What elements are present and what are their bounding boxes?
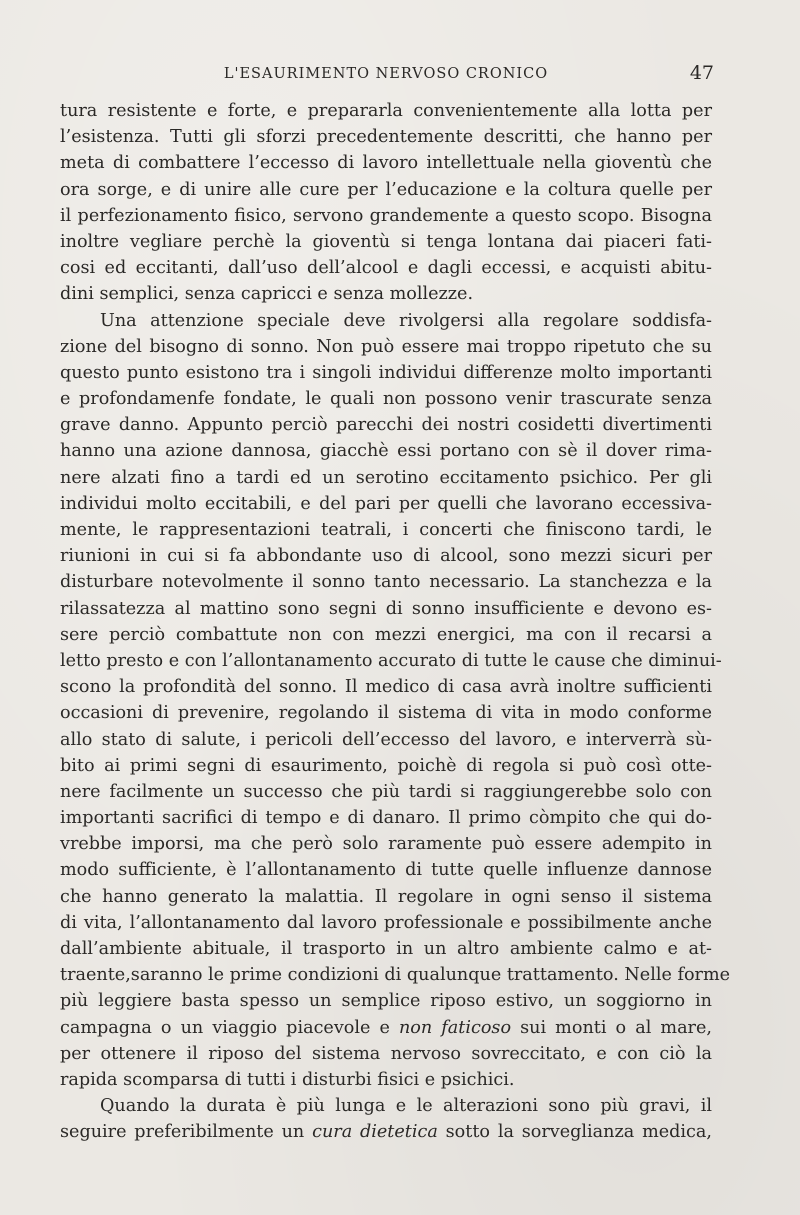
text-line: Una attenzione speciale deve rivolgersi alla regolare soddisfa-: [100, 310, 712, 331]
text-line: che hanno generato la malattia. Il regolare in ogni senso il sistema: [60, 886, 712, 907]
text-segment: campagna o un viaggio piacevole e: [60, 1017, 399, 1038]
text-line: riunioni in cui si fa abbondante uso di alcool, sono mezzi sicuri per: [60, 546, 712, 567]
text-line: tura resistente e forte, e prepararla convenientemente alla lotta per: [60, 101, 712, 121]
running-header: [60, 62, 712, 86]
text-line: e profondamenfe fondate, le quali non possono venir trascurate senza: [60, 389, 712, 410]
text-line: questo punto esistono tra i singoli individui differenze molto importanti: [60, 362, 712, 383]
text-segment: sui monti o al mare,: [511, 1017, 712, 1038]
text-line: sere perciò combattute non con mezzi energici, ma con il recarsi a: [60, 624, 712, 645]
text-line: occasioni di prevenire, regolando il sistema di vita in modo conforme: [60, 703, 712, 724]
italic-phrase: non faticoso: [398, 1017, 512, 1038]
text-line: zione del bisogno di sonno. Non può essere mai troppo ripetuto che su: [60, 336, 712, 357]
text-line: grave danno. Appunto perciò parecchi dei nostri cosidetti divertimenti: [60, 415, 712, 436]
text-line: nere facilmente un successo che più tardi si raggiungerebbe solo con: [60, 781, 712, 802]
text-line: inoltre vegliare perchè la gioventù si tenga lontana dai piaceri fati-: [60, 231, 712, 252]
text-line: di vita, l’allontanamento dal lavoro professionale e possibilmente anche: [60, 912, 712, 933]
text-line: hanno una azione dannosa, giacchè essi portano con sè il dover rima-: [60, 441, 712, 462]
text-line: cosi ed eccitanti, dall’uso dell’alcool e dagli eccessi, e acquisti abitu-: [60, 258, 712, 279]
text-line: rilassatezza al mattino sono segni di sonno insufficiente e devono es-: [60, 598, 712, 619]
text-line: dini semplici, senza capricci e senza mollezze.: [60, 284, 474, 305]
text-line: Quando la durata è più lunga e le alterazioni sono più gravi, il: [100, 1096, 712, 1117]
text-line: scono la profondità del sonno. Il medico di casa avrà inoltre sufficienti: [60, 677, 712, 698]
text-line: traente,saranno le prime condizioni di qualunque trattamento. Nelle forme: [60, 965, 731, 986]
text-line: rapida scomparsa di tutti i disturbi fisici e psichici.: [60, 1069, 515, 1090]
text-line: disturbare notevolmente il sonno tanto necessario. La stanchezza e la: [60, 572, 712, 593]
italic-phrase: cura dietetica: [312, 1122, 438, 1143]
text-line: vrebbe imporsi, ma che però solo raramente può essere adempito in: [60, 834, 712, 855]
running-title: L'ESAURIMENTO NERVOSO CRONICO: [223, 66, 549, 82]
text-segment: sotto la sorveglianza medica,: [437, 1122, 712, 1143]
text-line: modo sufficiente, è l’allontanamento di tutte quelle influenze dannose: [60, 860, 712, 881]
text-line: mente, le rappresentazioni teatrali, i concerti che finiscono tardi, le: [60, 520, 712, 540]
text-line-with-italic: [60, 1015, 712, 1041]
text-line: nere alzati fino a tardi ed un serotino eccitamento psichico. Per gli: [60, 467, 712, 488]
text-line-with-italic: [60, 1119, 712, 1145]
text-line: per ottenere il riposo del sistema nervoso sovreccitato, e con ciò la: [60, 1043, 712, 1064]
text-line: allo stato di salute, i pericoli dell’eccesso del lavoro, e interverrà sù-: [60, 729, 712, 750]
text-line: dall’ambiente abituale, il trasporto in un altro ambiente calmo e at-: [60, 939, 712, 959]
text-segment: seguire preferibilmente un: [60, 1122, 313, 1143]
body-text: [60, 98, 731, 1146]
text-line: importanti sacrifici di tempo e di danaro. Il primo còmpito che qui do-: [60, 808, 712, 829]
text-line: ora sorge, e di unire alle cure per l’educazione e la coltura quelle per: [60, 179, 712, 200]
text-line: il perfezionamento fisico, servono grandemente a questo scopo. Bisogna: [60, 205, 712, 226]
text-line: letto presto e con l’allontanamento accurato di tutte le cause che diminui-: [60, 650, 722, 671]
text-line: bito ai primi segni di esaurimento, poichè di regola si può così otte-: [60, 755, 712, 776]
text-line: meta di combattere l’eccesso di lavoro intellettuale nella gioventù che: [60, 153, 712, 174]
text-line: l’esistenza. Tutti gli sforzi precedentemente descritti, che hanno per: [60, 127, 712, 148]
text-line: individui molto eccitabili, e del pari per quelli che lavorano eccessiva-: [60, 493, 712, 514]
page-number: 47: [689, 62, 714, 84]
text-line: più leggiere basta spesso un semplice riposo estivo, un soggiorno in: [60, 991, 712, 1012]
